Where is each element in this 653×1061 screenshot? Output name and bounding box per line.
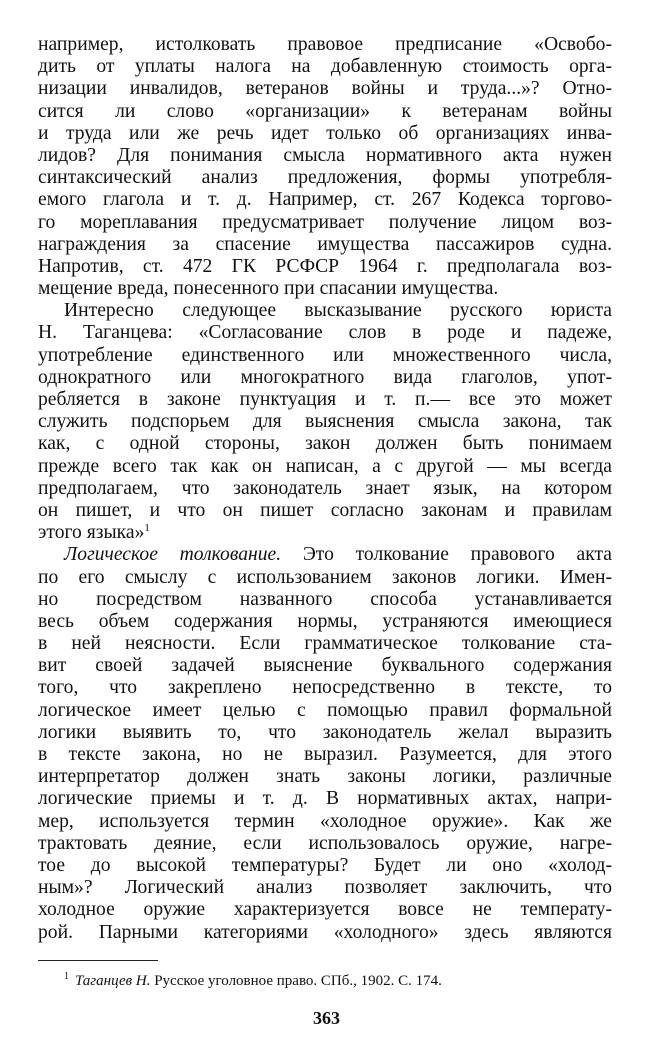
text-line: вит своей задачей выяснение буквального содержания [38, 655, 612, 677]
text-line: Напротив, ст. 472 ГК РСФСР 1964 г. предполагала воз- [38, 255, 612, 277]
text-line: сится ли слово «организации» к ветеранам войны [38, 100, 612, 122]
text-line: в ней неясности. Если грамматическое толкование ста- [38, 633, 612, 655]
text-line: того, что закреплено непосредственно в тексте, то [38, 677, 612, 699]
footnote [64, 968, 442, 990]
text-line: логическое имеет целью с помощью правил формальной [38, 699, 612, 721]
text-line: го мореплавания предусматривает получение лицом воз- [38, 211, 612, 233]
text-line [38, 522, 612, 544]
text-line: Н. Таганцева: «Согласование слов в роде и падеже, [38, 322, 612, 344]
page-body [38, 34, 612, 944]
text-line: предполагаем, что законодатель знает язык, на котором [38, 477, 612, 499]
text-line: мер, используется термин «холодное оружие». Как же [38, 810, 612, 832]
footnote-text: Русское уголовное право. СПб., 1902. С. 174. [150, 973, 442, 989]
text-line: прежде всего так как он написан, а с другой — мы всегда [38, 455, 612, 477]
text-line [38, 544, 612, 566]
text-line: логические приемы и т. д. В нормативных актах, напри- [38, 788, 612, 810]
text-line: служить подспорьем для выяснения смысла закона, так [38, 411, 612, 433]
text-line: в тексте закона, но не выразил. Разумеется, для этого [38, 744, 612, 765]
text-line: однократного или многократного вида глаголов, упот- [38, 366, 612, 388]
footnote-divider [38, 960, 158, 961]
footnote-mark: 1 [64, 971, 69, 982]
text-line: он пишет, и что он пишет согласно законам и правилам [38, 499, 612, 521]
paragraph-3 [38, 544, 612, 943]
text-line: лидов? Для понимания смысла нормативного акта нужен [38, 144, 612, 166]
text-line: трактовать деяние, если использовалось оружие, нагре- [38, 832, 612, 854]
text-line: мещение вреда, понесенного при спасании имущества. [38, 278, 499, 300]
text-line: холодное оружие характеризуется вовсе не температу- [38, 899, 612, 921]
paragraph-1 [38, 34, 612, 300]
footnote-author: Таганцев Н. [75, 973, 151, 989]
quote-end: этого языка» [38, 522, 145, 544]
text-line: емого глагола и т. д. Например, ст. 267 Кодекса торгово- [38, 189, 612, 211]
text-line: ным»? Логический анализ позволяет заключить, что [38, 877, 612, 899]
term-logical-interpretation: Логическое толкование. [64, 544, 282, 566]
text-line: интерпретатор должен знать законы логики, различные [38, 766, 612, 788]
text-line: но посредством названного способа устанавливается [38, 588, 612, 610]
text-line: логики выявить то, что законодатель желал выразить [38, 721, 612, 743]
text-line: весь объем содержания нормы, устраняются имеющиеся [38, 610, 612, 632]
text-line: награждения за спасение имущества пассажиров судна. [38, 233, 612, 255]
text-line: дить от уплаты налога на добавленную стоимость орга- [38, 56, 612, 78]
footnote-ref[interactable]: 1 [144, 522, 150, 535]
text-line: например, истолковать правовое предписание «Освобо- [38, 34, 612, 55]
text-line: и труда или же речь идет только об организациях инва- [38, 122, 612, 144]
paragraph-2 [38, 300, 612, 544]
text-line: низации инвалидов, ветеранов войны и труда...»? Отно- [38, 78, 612, 100]
page-number: 363 [313, 1008, 340, 1028]
text-line: по его смыслу с использованием законов логики. Имен- [38, 566, 612, 588]
text-line: ребляется в законе пунктуация и т. п.— все это может [38, 389, 612, 410]
text-line: рой. Парными категориями «холодного» здесь являются [38, 921, 612, 943]
text-line: Интересно следующее высказывание русского юриста [64, 300, 612, 322]
text-line: синтаксический анализ предложения, формы употребля- [38, 167, 612, 189]
text-line: употребление единственного или множественного числа, [38, 344, 612, 366]
text-line: как, с одной стороны, закон должен быть понимаем [38, 433, 612, 455]
text-line: тое до высокой температуры? Будет ли оно «холод- [38, 854, 612, 876]
line-rest: Это толкование правового акта [281, 544, 612, 566]
